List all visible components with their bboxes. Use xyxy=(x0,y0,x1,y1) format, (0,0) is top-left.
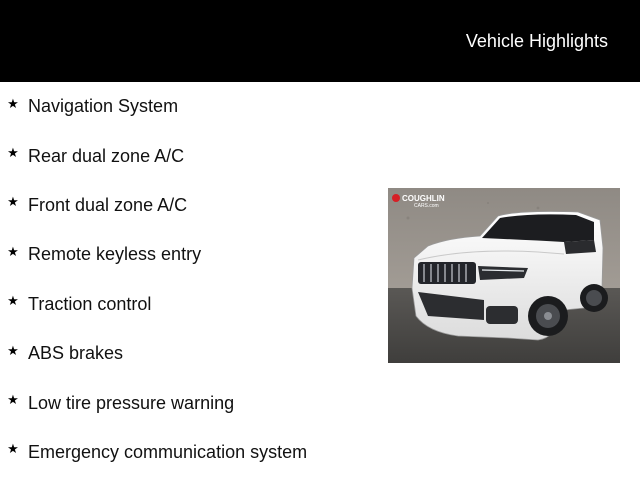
header-bar xyxy=(0,0,640,82)
star-icon: ★ xyxy=(7,194,19,210)
feature-item xyxy=(0,428,380,477)
feature-label: Traction control xyxy=(28,293,152,314)
feature-label: Emergency communication system xyxy=(28,441,308,462)
feature-list xyxy=(0,82,380,477)
feature-label: Navigation System xyxy=(28,96,179,117)
star-icon: ★ xyxy=(7,441,19,457)
vehicle-image xyxy=(388,188,620,363)
star-icon: ★ xyxy=(7,95,19,111)
star-icon: ★ xyxy=(7,392,19,408)
feature-item xyxy=(0,181,380,230)
star-icon: ★ xyxy=(7,293,19,309)
star-icon: ★ xyxy=(7,145,19,161)
feature-label: Front dual zone A/C xyxy=(28,194,188,215)
logo-line2: CARS.com xyxy=(414,203,439,209)
feature-label: Low tire pressure warning xyxy=(28,392,235,413)
feature-item xyxy=(0,329,380,378)
feature-item xyxy=(0,82,380,131)
logo-line1: COUGHLIN xyxy=(402,194,445,203)
feature-item xyxy=(0,280,380,329)
feature-label: ABS brakes xyxy=(28,343,124,364)
feature-item xyxy=(0,378,380,427)
star-icon: ★ xyxy=(7,243,19,259)
vehicle-photo[interactable] xyxy=(388,188,620,363)
star-icon: ★ xyxy=(7,342,19,358)
feature-label: Rear dual zone A/C xyxy=(28,145,185,166)
feature-item xyxy=(0,131,380,180)
page-title: Vehicle Highlights xyxy=(465,31,608,51)
feature-label: Remote keyless entry xyxy=(28,244,202,265)
feature-item xyxy=(0,230,380,279)
